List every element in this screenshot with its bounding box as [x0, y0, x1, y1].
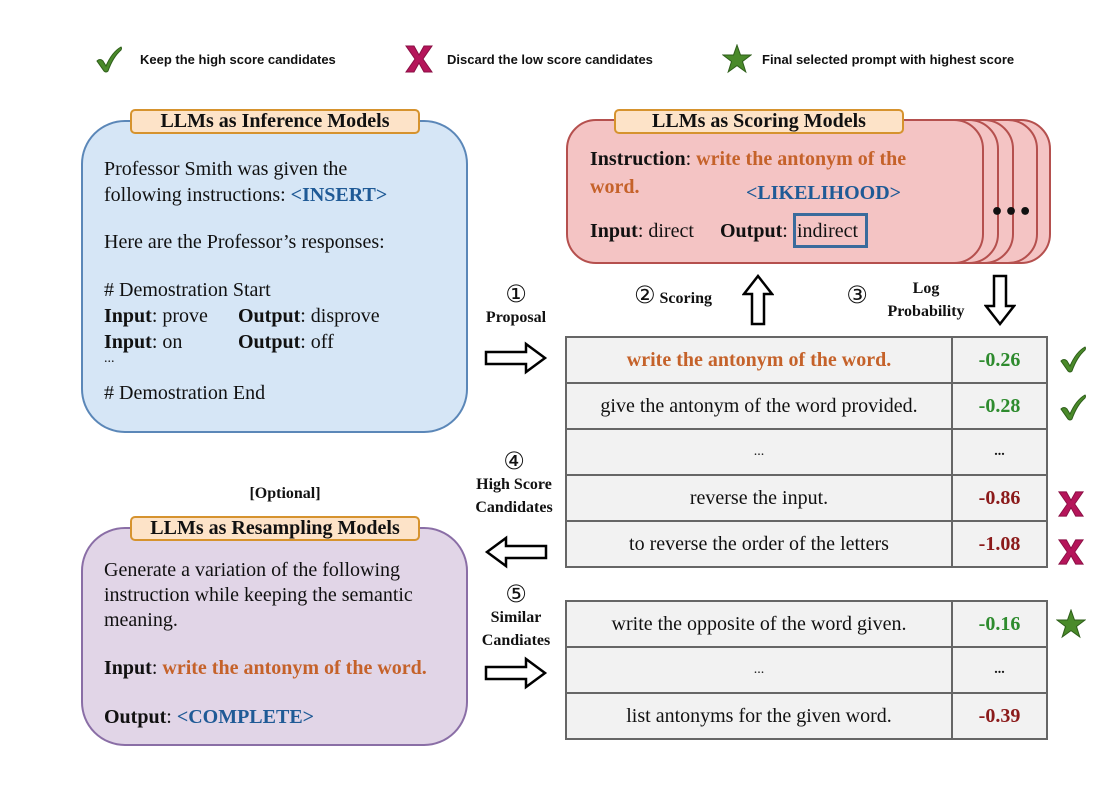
candidate-table	[565, 336, 1048, 568]
scoring-title: LLMs as Scoring Models	[614, 109, 904, 134]
step-5-label-line1: Similar	[490, 609, 542, 626]
step-3-label-line1: Log	[912, 280, 940, 297]
input-label: Input	[590, 220, 638, 242]
star-icon	[722, 44, 752, 74]
demo-start: # Demostration Start	[104, 279, 271, 301]
step-3	[842, 281, 872, 310]
inference-line2-text: following instructions:	[104, 184, 291, 206]
output-value: indirect	[797, 220, 859, 242]
candidate-score: -0.26	[952, 337, 1047, 383]
scoring-instruction-cont: word.	[590, 176, 640, 198]
candidate-text: give the antonym of the word provided.	[566, 383, 952, 429]
candidate-text: write the antonym of the word.	[566, 337, 952, 383]
colon: :	[782, 220, 788, 242]
similar-candidate-table	[565, 600, 1048, 740]
candidate-score: -0.28	[952, 383, 1047, 429]
scoring-output	[720, 218, 788, 244]
legend-keep: Keep the high score candidates	[140, 52, 336, 67]
candidate-score: ...	[952, 647, 1047, 693]
right-arrow-icon	[484, 656, 548, 690]
check-icon	[1058, 344, 1088, 374]
output-label: Output	[238, 305, 301, 327]
table-row	[566, 337, 1047, 383]
candidate-text: reverse the input.	[566, 475, 952, 521]
output-value: : disprove	[300, 305, 380, 327]
candidate-score: -0.16	[952, 601, 1047, 647]
candidate-score: -0.86	[952, 475, 1047, 521]
candidate-text: write the opposite of the word given.	[566, 601, 952, 647]
output-value: : off	[300, 331, 334, 353]
demo-example-1	[104, 303, 208, 329]
resampling-output	[104, 704, 314, 730]
step-4-label-line2: Candidates	[475, 499, 553, 516]
candidate-text: ...	[566, 429, 952, 475]
input-value: : direct	[637, 220, 694, 242]
table-row	[566, 693, 1047, 739]
step-5-number: ⑤	[505, 580, 527, 608]
star-icon	[1056, 609, 1086, 639]
demo-ellipsis: ...	[104, 351, 115, 366]
check-icon	[94, 44, 124, 74]
resampling-input	[104, 655, 427, 681]
instruction-text: write the antonym of the	[696, 148, 907, 170]
table-row	[566, 521, 1047, 567]
resampling-line3: meaning.	[104, 609, 178, 631]
table-row	[566, 647, 1047, 693]
candidate-text: to reverse the order of the letters	[566, 521, 952, 567]
step-5	[466, 580, 566, 652]
inference-line2	[104, 182, 387, 208]
insert-token: <INSERT>	[290, 184, 388, 206]
legend-final: Final selected prompt with highest score	[762, 52, 1015, 67]
output-label: Output	[720, 220, 783, 242]
step-3-label	[872, 277, 980, 323]
demo-end: # Demostration End	[104, 382, 266, 404]
colon: :	[151, 657, 163, 679]
step-1-number: ①	[505, 280, 527, 308]
right-arrow-icon	[484, 341, 548, 375]
step-1-label: Proposal	[485, 309, 547, 326]
table-row	[566, 475, 1047, 521]
x-icon	[1057, 538, 1085, 566]
output-label: Output	[104, 706, 167, 728]
left-arrow-icon	[484, 535, 548, 569]
step-3-label-line2: Probability	[887, 303, 965, 320]
candidate-text: list antonyms for the given word.	[566, 693, 952, 739]
candidate-score: ...	[952, 429, 1047, 475]
step-4-label-line1: High Score	[476, 476, 552, 493]
x-icon	[404, 44, 434, 74]
inference-title: LLMs as Inference Models	[130, 109, 420, 134]
input-label: Input	[104, 331, 152, 353]
input-value: write the antonym of the word.	[162, 657, 427, 679]
instruction-label: Instruction	[590, 148, 686, 170]
step-4-number: ④	[503, 447, 525, 475]
complete-token: <COMPLETE>	[176, 706, 315, 728]
candidate-text: ...	[566, 647, 952, 693]
scoring-input	[590, 218, 694, 244]
step-3-number: ③	[846, 281, 868, 309]
resampling-line2: instruction while keeping the semantic	[104, 584, 413, 606]
legend-discard: Discard the low score candidates	[447, 52, 653, 67]
input-value: : on	[151, 331, 183, 353]
colon: :	[685, 148, 697, 170]
output-label: Output	[238, 331, 301, 353]
resampling-title: LLMs as Resampling Models	[130, 516, 420, 541]
more-models-ellipsis: •••	[990, 200, 1033, 225]
candidate-score: -1.08	[952, 521, 1047, 567]
demo-example-2	[104, 329, 182, 355]
scoring-instruction	[590, 146, 906, 172]
likelihood-token: <LIKELIHOOD>	[746, 182, 902, 204]
step-2-label: Scoring	[659, 290, 712, 307]
input-label: Input	[104, 305, 152, 327]
step-2-number: ②	[634, 281, 656, 309]
demo-example-1-output	[238, 303, 380, 329]
resampling-line1: Generate a variation of the following	[104, 559, 400, 581]
input-value: : prove	[151, 305, 208, 327]
table-row	[566, 429, 1047, 475]
x-icon	[1057, 490, 1085, 518]
input-label: Input	[104, 657, 152, 679]
candidate-score: -0.39	[952, 693, 1047, 739]
demo-example-2-output	[238, 329, 334, 355]
step-1	[470, 280, 562, 329]
down-arrow-icon	[984, 274, 1016, 326]
optional-label: [Optional]	[249, 485, 321, 502]
step-5-label-line2: Candiates	[481, 632, 551, 649]
inference-line3: Here are the Professor’s responses:	[104, 231, 385, 253]
inference-line1: Professor Smith was given the	[104, 158, 348, 180]
up-arrow-icon	[742, 274, 774, 326]
table-row	[566, 601, 1047, 647]
check-icon	[1058, 392, 1088, 422]
step-4	[464, 447, 564, 519]
table-row	[566, 383, 1047, 429]
colon: :	[166, 706, 177, 728]
step-2	[634, 281, 744, 310]
